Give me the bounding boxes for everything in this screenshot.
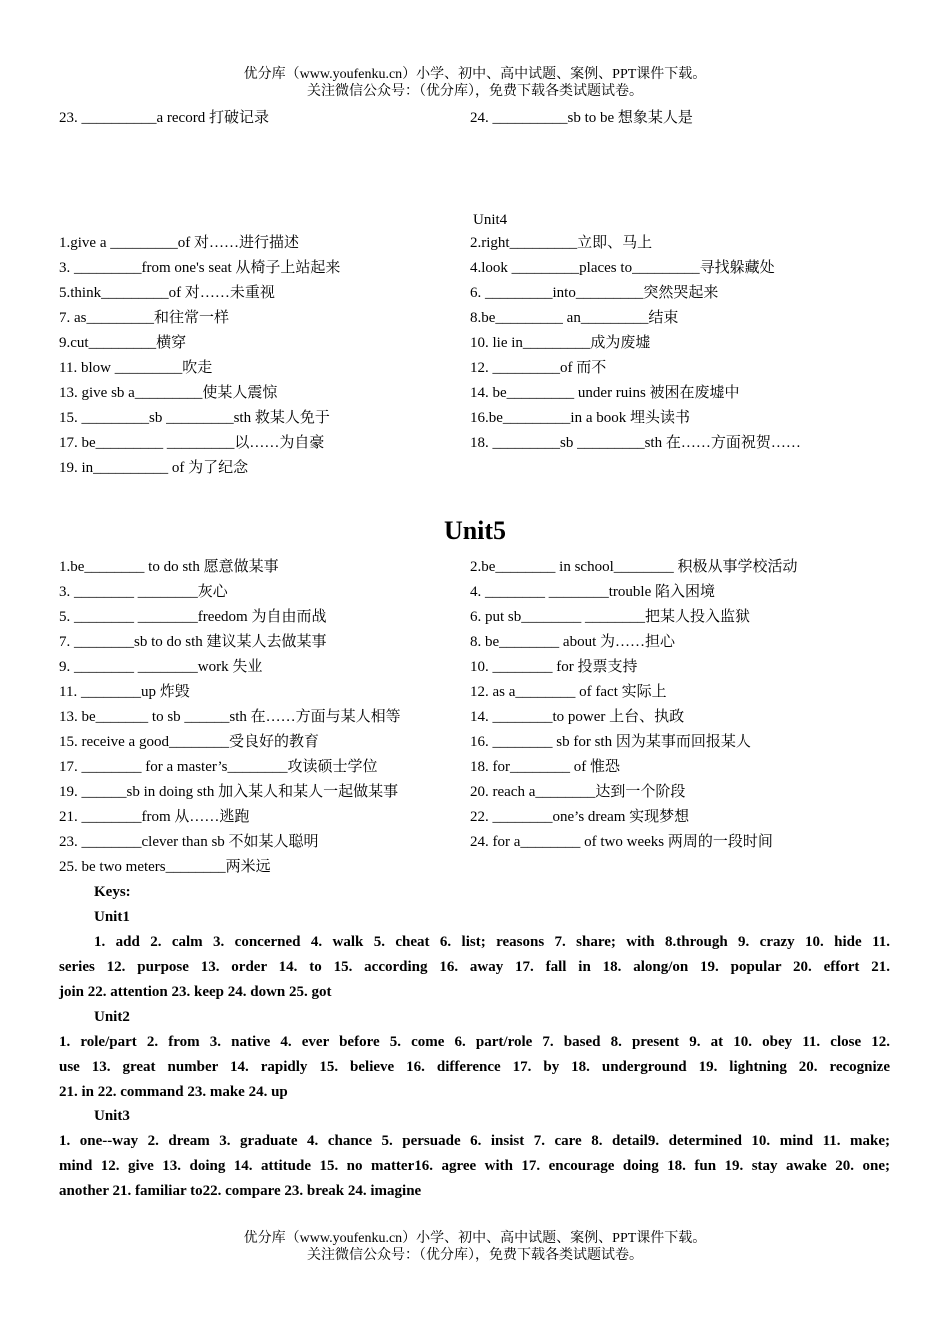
page-footer — [0, 1230, 950, 1264]
exercise-item: 10. ________ for 投票支持 — [470, 659, 638, 675]
keys-unit2-title: Unit2 — [94, 1009, 130, 1025]
answer-line: another 21. familiar to22. compare 23. break 24. imagine — [59, 1183, 422, 1199]
exercise-item: 9. ________ ________work 失业 — [59, 659, 263, 675]
answer-line: 1. role/part 2. from 3. native 4. ever before 5. come 6. part/role 7. based 8. present 9. at 10. obey 11. close 12. — [59, 1034, 890, 1050]
footer-line-2: 关注微信公众号：（优分库），免费下载各类试题试卷。 — [307, 1248, 643, 1263]
exercise-item: 6. put sb________ ________把某人投入监狱 — [470, 609, 751, 625]
exercise-item: 14. be_________ under ruins 被困在废墟中 — [470, 385, 740, 401]
exercise-item: 8. be________ about 为……担心 — [470, 634, 675, 650]
exercise-row — [59, 331, 899, 356]
unit4-title: Unit4 — [473, 212, 508, 228]
exercise-item: 5.think_________of 对……未重视 — [59, 285, 275, 301]
exercise-item: 1.give a _________of 对……进行描述 — [59, 235, 299, 251]
exercise-row — [59, 680, 899, 705]
exercise-item: 17. be_________ _________以……为自豪 — [59, 435, 325, 451]
exercise-item: 7. as_________和往常一样 — [59, 310, 229, 326]
exercise-row — [59, 605, 899, 630]
exercise-row — [59, 730, 899, 755]
exercise-item: 18. _________sb _________sth 在……方面祝贺…… — [470, 435, 801, 451]
exercise-item: 8.be_________ an_________结束 — [470, 310, 679, 326]
exercise-row — [59, 256, 899, 281]
answer-line: 1. one--way 2. dream 3. graduate 4. chance 5. persuade 6. insist 7. care 8. detail9. determined 10. mind 11. make; — [59, 1133, 890, 1149]
exercise-item: 24. __________sb to be 想象某人是 — [470, 110, 693, 126]
exercise-item: 9.cut_________横穿 — [59, 335, 187, 351]
keys-unit3-title: Unit3 — [94, 1108, 130, 1124]
page-header — [0, 66, 950, 100]
exercise-item: 13. be_______ to sb ______sth 在……方面与某人相等 — [59, 709, 401, 725]
exercise-row — [59, 231, 899, 256]
exercise-item: 10. lie in_________成为废墟 — [470, 335, 651, 351]
exercise-item: 1.be________ to do sth 愿意做某事 — [59, 559, 279, 575]
exercise-item: 14. ________to power 上台、执政 — [470, 709, 685, 725]
exercise-item: 16.be_________in a book 埋头读书 — [470, 410, 690, 426]
exercise-item: 12. _________of 而不 — [470, 360, 607, 376]
answer-line: 1. add 2. calm 3. concerned 4. walk 5. cheat 6. list; reasons 7. share; with 8.through 9. crazy 10. hide 11. — [94, 934, 890, 950]
exercise-item: 16. ________ sb for sth 因为某事而回报某人 — [470, 734, 751, 750]
exercise-item: 17. ________ for a master’s________攻读硕士学位 — [59, 759, 378, 775]
exercise-item: 22. ________one’s dream 实现梦想 — [470, 809, 690, 825]
exercise-item: 25. be two meters________两米远 — [59, 859, 271, 875]
answer-line: join 22. attention 23. keep 24. down 25. got — [59, 984, 332, 1000]
keys-unit2-answers — [59, 1030, 890, 1105]
answer-line: mind 12. give 13. doing 14. attitude 15. no matter16. agree with 17. encourage doing 18. fun 19. stay awake 20. one; — [59, 1158, 890, 1174]
exercise-item: 19. ______sb in doing sth 加入某人和某人一起做某事 — [59, 784, 399, 800]
exercise-item: 4. ________ ________trouble 陷入困境 — [470, 584, 715, 600]
exercise-row — [59, 456, 899, 481]
exercise-row — [59, 630, 899, 655]
exercise-item: 3. ________ ________灰心 — [59, 584, 228, 600]
exercise-row — [59, 555, 899, 580]
header-line-1: 优分库（www.youfenku.cn）小学、初中、高中试题、案例、PPT课件下载。 — [243, 67, 707, 82]
footer-line-1: 优分库（www.youfenku.cn）小学、初中、高中试题、案例、PPT课件下载。 — [243, 1231, 707, 1246]
exercise-row — [59, 705, 899, 730]
exercise-row — [59, 406, 899, 431]
exercise-item: 3. _________from one's seat 从椅子上站起来 — [59, 260, 341, 276]
keys-unit1-answers — [59, 930, 890, 1005]
exercise-item: 21. ________from 从……逃跑 — [59, 809, 250, 825]
exercise-row — [59, 306, 899, 331]
exercise-item: 11. blow _________吹走 — [59, 360, 213, 376]
exercise-item: 7. ________sb to do sth 建议某人去做某事 — [59, 634, 327, 650]
exercise-row — [59, 830, 899, 855]
keys-title: Keys: — [94, 884, 131, 900]
exercise-row — [59, 655, 899, 680]
exercise-row — [59, 356, 899, 381]
exercise-item: 5. ________ ________freedom 为自由而战 — [59, 609, 327, 625]
exercise-item: 2.right_________立即、马上 — [470, 235, 653, 251]
exercise-item: 23. __________a record 打破记录 — [59, 110, 269, 126]
exercise-row — [59, 580, 899, 605]
exercise-row — [59, 755, 899, 780]
keys-unit1-title: Unit1 — [94, 909, 130, 925]
answer-line: 21. in 22. command 23. make 24. up — [59, 1084, 288, 1100]
exercise-row — [59, 431, 899, 456]
exercise-row — [59, 805, 899, 830]
exercise-item: 24. for a________ of two weeks 两周的一段时间 — [470, 834, 773, 850]
exercise-item: 20. reach a________达到一个阶段 — [470, 784, 686, 800]
exercise-item: 15. _________sb _________sth 救某人免于 — [59, 410, 330, 426]
exercise-row — [59, 381, 899, 406]
exercise-row — [59, 780, 899, 805]
exercise-item: 23. ________clever than sb 不如某人聪明 — [59, 834, 319, 850]
exercise-item: 19. in__________ of 为了纪念 — [59, 460, 249, 476]
answer-line: series 12. purpose 13. order 14. to 15. according 16. away 17. fall in 18. along/on 19. popular 20. effort 21. — [59, 959, 890, 975]
exercise-row — [59, 106, 899, 131]
exercise-item: 12. as a________ of fact 实际上 — [470, 684, 667, 700]
header-line-2: 关注微信公众号：（优分库），免费下载各类试题试卷。 — [307, 84, 643, 99]
unit5-title: Unit5 — [443, 516, 507, 545]
exercise-item: 13. give sb a_________使某人震惊 — [59, 385, 278, 401]
exercise-item: 6. _________into_________突然哭起来 — [470, 285, 719, 301]
exercise-item: 11. ________up 炸毁 — [59, 684, 190, 700]
exercise-row — [59, 855, 899, 880]
exercise-item: 15. receive a good________受良好的教育 — [59, 734, 319, 750]
exercise-item: 2.be________ in school________ 积极从事学校活动 — [470, 559, 798, 575]
answer-line: use 13. great number 14. rapidly 15. believe 16. difference 17. by 18. underground 19. lightning 20. recognize — [59, 1059, 890, 1075]
exercise-item: 4.look _________places to_________寻找躲藏处 — [470, 260, 775, 276]
exercise-item: 18. for________ of 惟恐 — [470, 759, 620, 775]
exercise-row — [59, 281, 899, 306]
keys-unit3-answers — [59, 1129, 890, 1204]
